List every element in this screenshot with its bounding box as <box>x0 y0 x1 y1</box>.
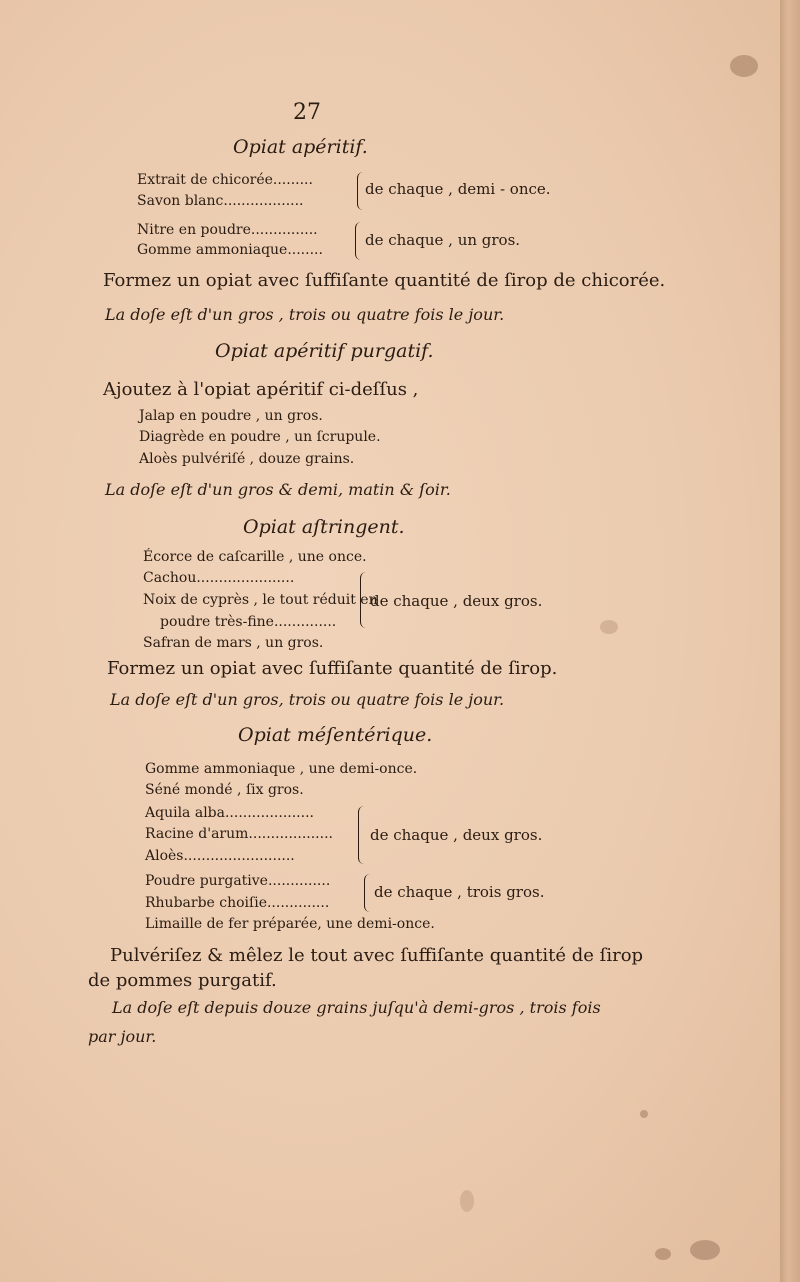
stain-mark <box>640 1110 648 1118</box>
stain-mark <box>730 55 758 77</box>
instruction-text: Formez un opiat avec ſuffiſante quantité de ſirop de chicorée. <box>103 270 666 291</box>
brace <box>364 874 371 912</box>
ingredient-line: Aquila alba.................... <box>145 805 314 821</box>
page-number: 27 <box>293 100 321 125</box>
ingredient-line: Savon blanc.................. <box>137 193 304 209</box>
brace <box>360 572 367 628</box>
section-title: Opiat méſentérique. <box>238 724 433 746</box>
ingredient-line: Racine d'arum................... <box>145 826 333 842</box>
ingredient-line: Rhubarbe choiſie.............. <box>145 895 330 911</box>
ingredient-line: Aloès......................... <box>145 848 295 864</box>
instruction-text: Formez un opiat avec ſuffiſante quantité de ſirop. <box>107 658 558 679</box>
ingredient-line: Aloès pulvériſé , douze grains. <box>139 451 355 467</box>
ingredient-line: Limaille de fer préparée, une demi-once. <box>145 916 435 932</box>
ingredient-line: Noix de cyprès , le tout réduit en <box>143 592 378 608</box>
brace <box>357 172 364 210</box>
ingredient-line: Gomme ammoniaque , une demi-once. <box>145 761 418 777</box>
instruction-text: Ajoutez à l'opiat apéritif ci-deſſus , <box>103 379 419 400</box>
ingredient-line: Écorce de caſcarille , une once. <box>143 549 367 565</box>
instruction-text: de pommes purgatif. <box>88 970 277 991</box>
ingredient-line: Séné mondé , ſix gros. <box>145 782 304 798</box>
ingredient-line: Jalap en poudre , un gros. <box>139 408 323 424</box>
dose-quantity: de chaque , deux gros. <box>370 592 543 610</box>
ingredient-line: Nitre en poudre............... <box>137 222 318 238</box>
dose-quantity: de chaque , demi - once. <box>365 180 551 198</box>
dose-quantity: de chaque , trois gros. <box>374 883 545 901</box>
page-binding-edge <box>780 0 800 1282</box>
brace <box>358 806 365 864</box>
dose-quantity: de chaque , un gros. <box>365 231 521 249</box>
section-title: Opiat apéritif purgatif. <box>215 340 434 362</box>
section-title: Opiat apéritif. <box>233 136 368 158</box>
stain-mark <box>460 1190 474 1212</box>
ingredient-line: Extrait de chicorée......... <box>137 172 313 188</box>
ingredient-line: Cachou...................... <box>143 570 295 586</box>
dose-line: La doſe eſt depuis douze grains juſqu'à demi-gros , trois fois <box>112 998 601 1017</box>
dose-line: par jour. <box>88 1027 157 1046</box>
dose-line: La doſe eſt d'un gros & demi, matin & ſoir. <box>105 480 451 499</box>
dose-line: La doſe eſt d'un gros, trois ou quatre fois le jour. <box>110 690 505 709</box>
ingredient-line: Gomme ammoniaque........ <box>137 242 323 258</box>
ingredient-line: Diagrède en poudre , un ſcrupule. <box>139 429 381 445</box>
stain-mark <box>600 620 618 634</box>
dose-quantity: de chaque , deux gros. <box>370 826 543 844</box>
stain-mark <box>655 1248 671 1260</box>
instruction-text: Pulvériſez & mêlez le tout avec ſuffiſante quantité de ſirop <box>110 945 644 966</box>
ingredient-line: Safran de mars , un gros. <box>143 635 324 651</box>
section-title: Opiat aſtringent. <box>243 516 405 538</box>
brace <box>355 222 362 260</box>
dose-line: La doſe eſt d'un gros , trois ou quatre fois le jour. <box>105 305 505 324</box>
ingredient-line: poudre très-fine.............. <box>160 614 337 630</box>
ingredient-line: Poudre purgative.............. <box>145 873 331 889</box>
stain-mark <box>690 1240 720 1260</box>
